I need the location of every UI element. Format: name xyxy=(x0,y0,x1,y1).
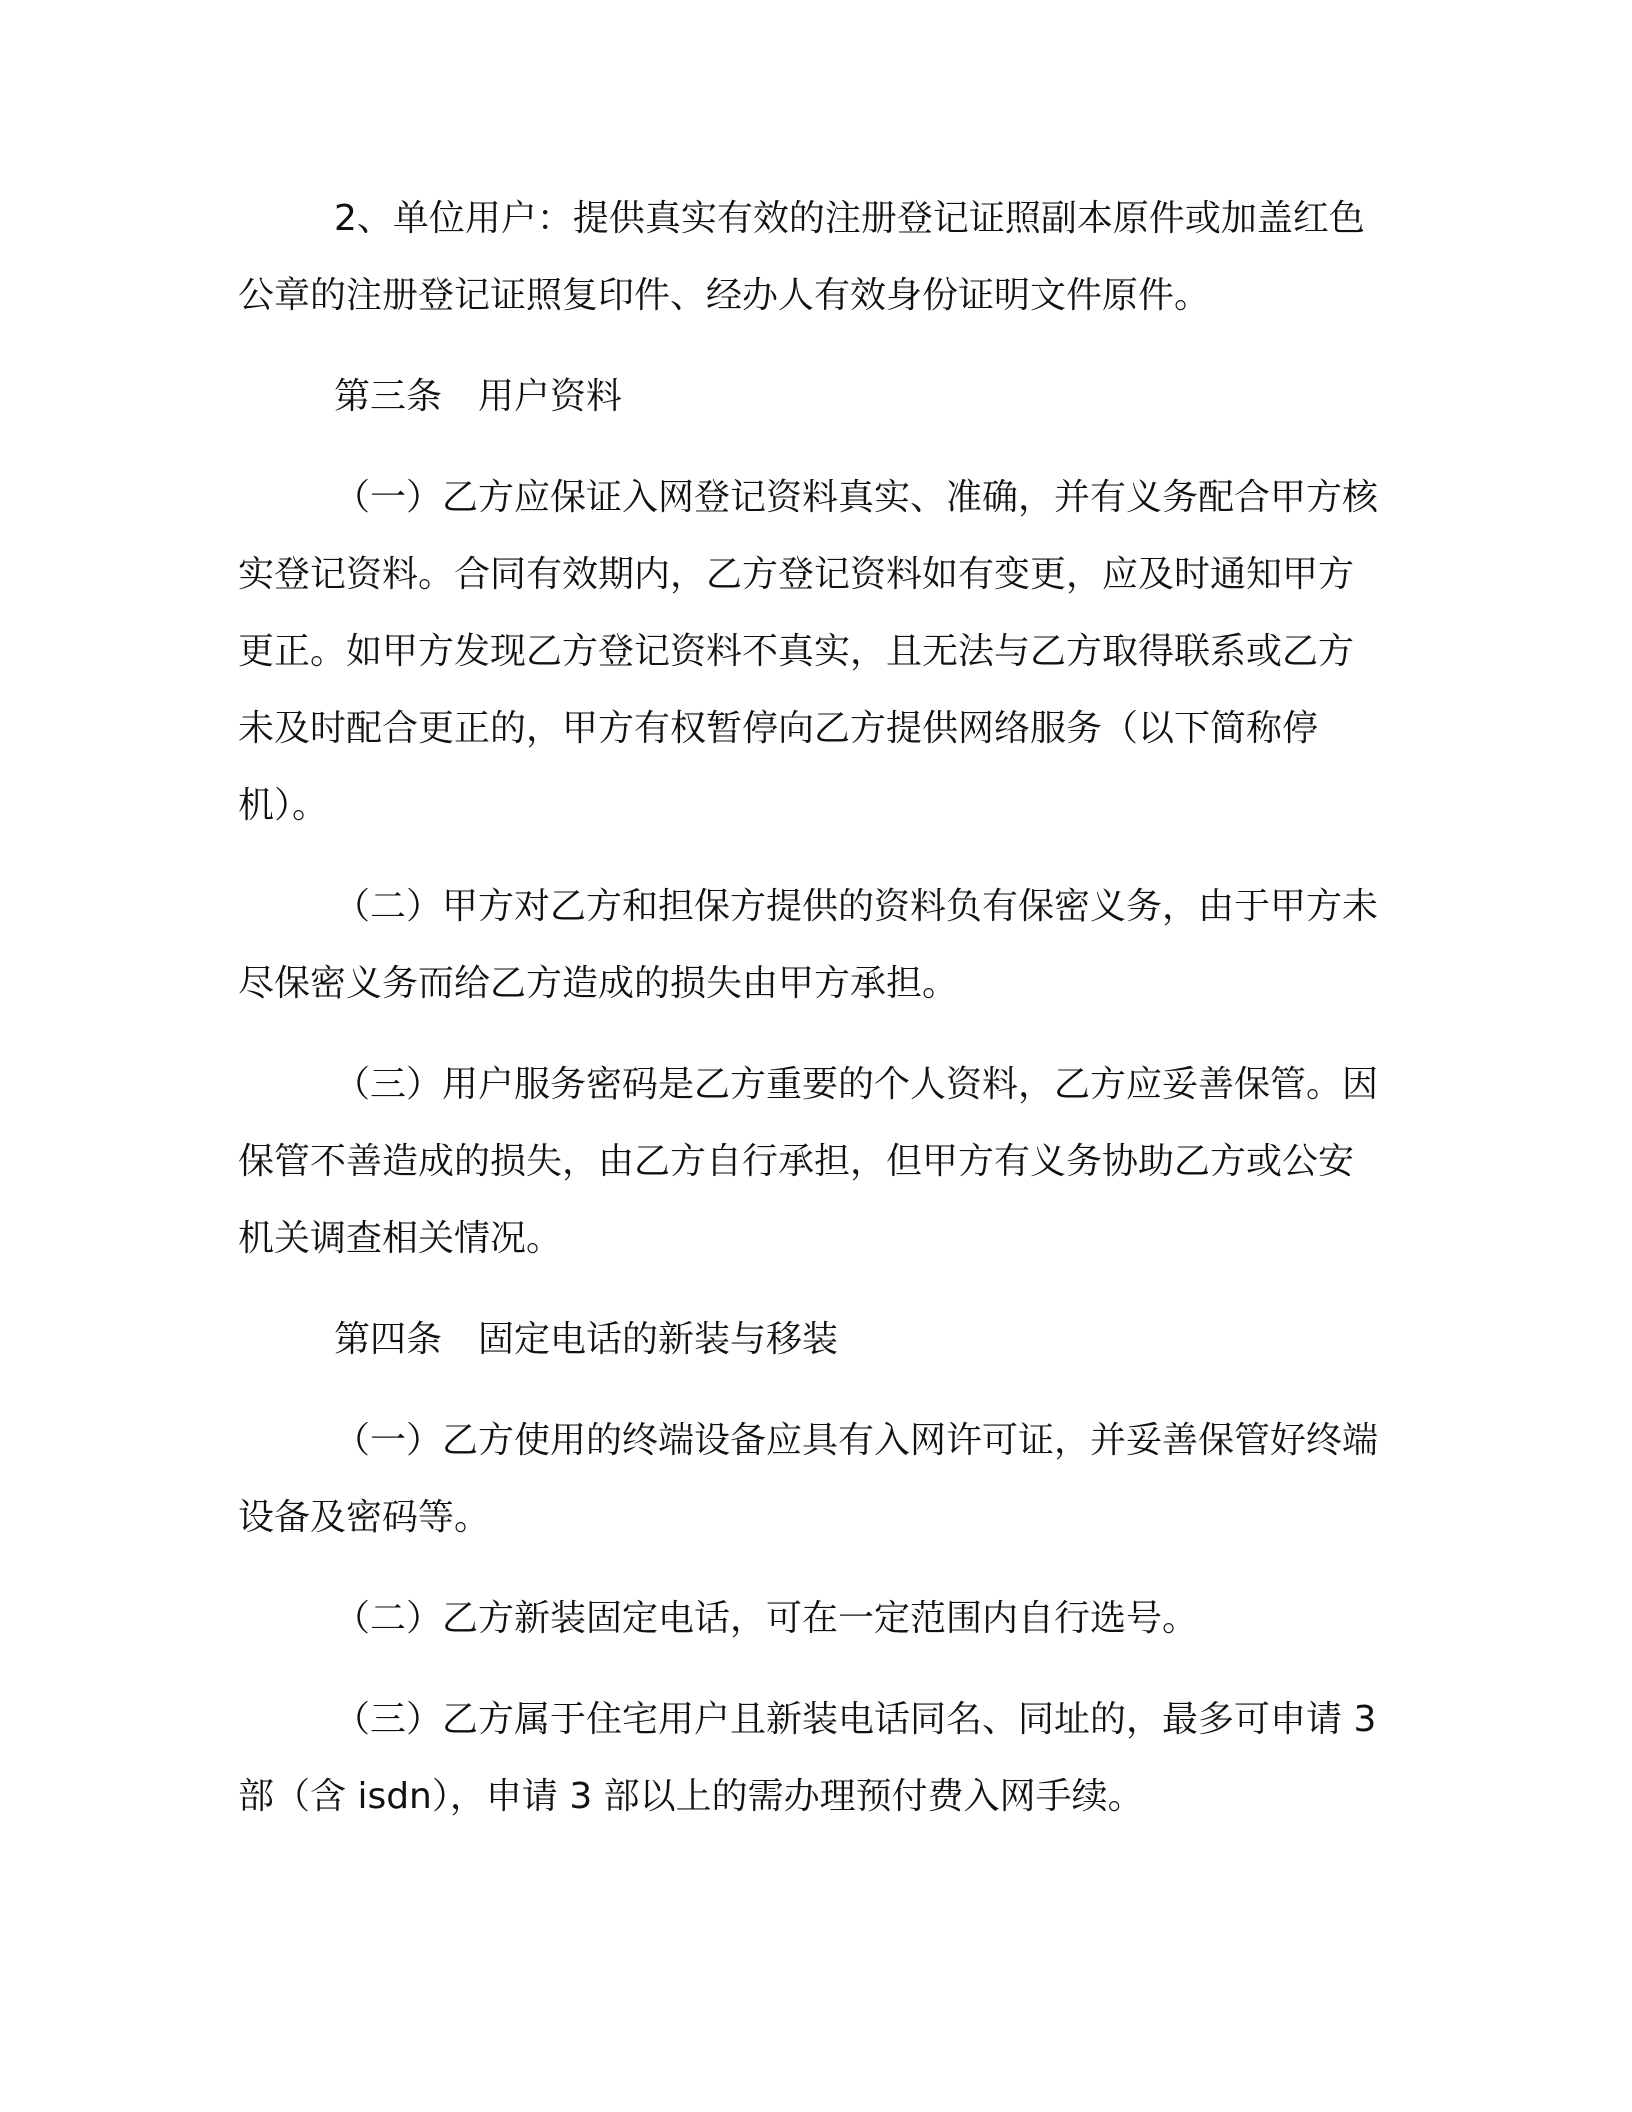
article-3-title: 用户资料 xyxy=(478,376,623,417)
paragraph-3-3: （三）用户服务密码是乙方重要的个人资料，乙方应妥善保管。因保管不善造成的损失，由乙方自行承担，但甲方有义务协助乙方或公安机关调查相关情况。 xyxy=(238,1064,1379,1259)
paragraph-3-2: （二）甲方对乙方和担保方提供的资料负有保密义务，由于甲方未尽保密义务而给乙方造成的损失由甲方承担。 xyxy=(238,886,1379,1004)
paragraph-3-1: （一）乙方应保证入网登记资料真实、准确，并有义务配合甲方核实登记资料。合同有效期内，乙方登记资料如有变更，应及时通知甲方更正。如甲方发现乙方登记资料不真实，且无法与乙方取得联系或乙方未及时配合更正的，甲方有权暂停向乙方提供网络服务（以下简称停机）。 xyxy=(238,477,1379,826)
document-body xyxy=(238,180,1378,1835)
article-4-heading xyxy=(238,1301,1378,1378)
article-3-heading xyxy=(238,358,1378,435)
paragraph-4-1: （一）乙方使用的终端设备应具有入网许可证，并妥善保管好终端设备及密码等。 xyxy=(238,1420,1379,1538)
paragraph-unit-user: 2、单位用户：提供真实有效的注册登记证照副本原件或加盖红色公章的注册登记证照复印件、经办人有效身份证明文件原件。 xyxy=(238,198,1365,316)
article-3-number: 第三条 xyxy=(334,376,443,417)
paragraph-4-2: （二）乙方新装固定电话，可在一定范围内自行选号。 xyxy=(334,1598,1199,1639)
article-4-number: 第四条 xyxy=(334,1319,443,1360)
paragraph-4-3: （三）乙方属于住宅用户且新装电话同名、同址的，最多可申请 3 部（含 isdn），申请 3 部以上的需办理预付费入网手续。 xyxy=(238,1699,1377,1817)
article-4-title: 固定电话的新装与移装 xyxy=(478,1319,839,1360)
